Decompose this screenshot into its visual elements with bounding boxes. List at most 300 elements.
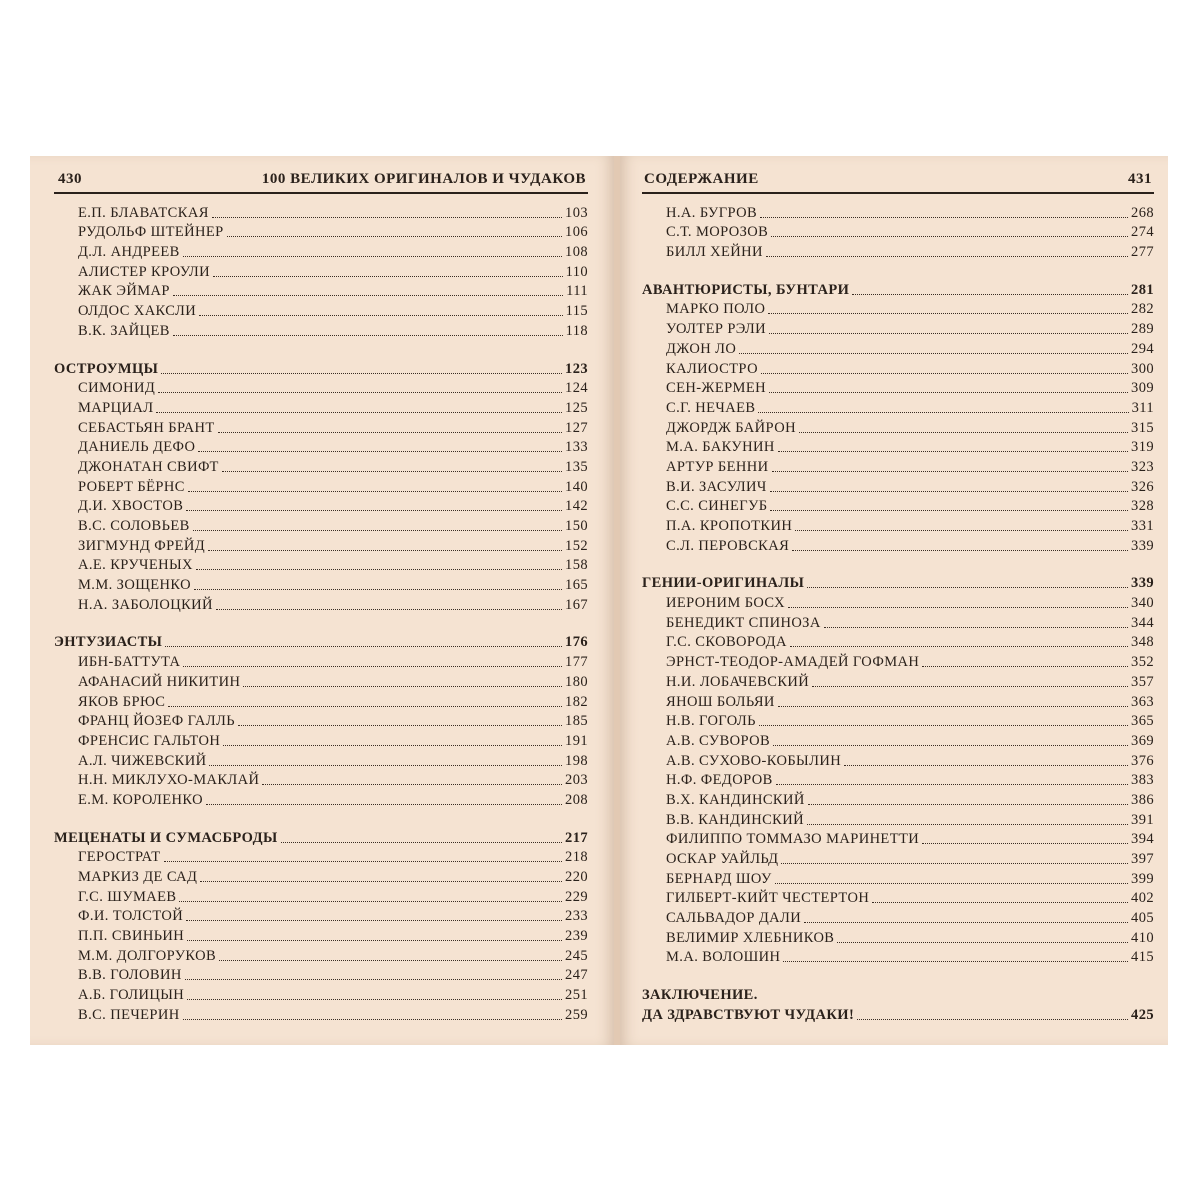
dot-leader — [198, 451, 562, 452]
toc-page-number: 259 — [565, 1006, 588, 1023]
toc-page-number: 198 — [565, 752, 588, 769]
toc-entry-title: М.А. БАКУНИН — [666, 439, 775, 456]
toc-page-number: 182 — [565, 693, 588, 710]
left-toc-list — [54, 202, 588, 1024]
dot-leader — [188, 491, 562, 492]
right-running-title: СОДЕРЖАНИЕ — [644, 171, 759, 187]
toc-page-number: 369 — [1131, 732, 1154, 749]
toc-entry-row — [642, 770, 1154, 790]
left-running-title: 100 ВЕЛИКИХ ОРИГИНАЛОВ И ЧУДАКОВ — [261, 171, 586, 187]
toc-entry-row — [54, 789, 588, 809]
dot-leader — [208, 550, 562, 551]
toc-entry-title: Г.С. СКОВОРОДА — [666, 634, 787, 651]
toc-entry-title: АРТУР БЕННИ — [666, 458, 769, 475]
toc-entry-row — [642, 378, 1154, 398]
toc-entry-title: ЯКОВ БРЮС — [78, 693, 166, 710]
toc-entry-row — [54, 515, 588, 535]
toc-page-number: 108 — [565, 244, 588, 261]
dot-leader — [200, 881, 562, 882]
toc-page-number: 203 — [565, 772, 588, 789]
toc-entry-title: В.В. ГОЛОВИН — [78, 967, 182, 984]
toc-page-number: 376 — [1131, 752, 1154, 769]
toc-entry-title: Н.Н. МИКЛУХО-МАКЛАЙ — [78, 772, 260, 789]
dot-leader — [187, 999, 562, 1000]
toc-entry-title: ИЕРОНИМ БОСХ — [666, 595, 785, 612]
toc-page-number: 110 — [565, 263, 588, 280]
toc-page-number: 165 — [565, 577, 588, 594]
toc-page-number: 339 — [1131, 575, 1154, 592]
toc-entry-title: БИЛЛ ХЕЙНИ — [666, 244, 763, 261]
toc-page-number: 344 — [1131, 614, 1154, 631]
dot-leader — [808, 804, 1128, 805]
dot-leader — [807, 587, 1128, 588]
toc-entry-row — [642, 671, 1154, 691]
toc-page-number: 363 — [1131, 693, 1154, 710]
toc-entry-row — [54, 730, 588, 750]
toc-page-number: 111 — [566, 283, 588, 300]
open-book — [30, 156, 1168, 1045]
toc-page-number: 311 — [1131, 399, 1154, 416]
toc-entry-title: В.И. ЗАСУЛИЧ — [666, 478, 767, 495]
toc-section-title: ОСТРОУМЦЫ — [54, 360, 159, 377]
toc-page-number: 323 — [1131, 458, 1154, 475]
toc-entry-title: РУДОЛЬФ ШТЕЙНЕР — [78, 224, 224, 241]
toc-page-number: 180 — [565, 673, 588, 690]
toc-section-title: АВАНТЮРИСТЫ, БУНТАРИ — [642, 281, 850, 298]
toc-entry-row — [642, 222, 1154, 242]
dot-leader — [193, 530, 562, 531]
toc-entry-row — [54, 750, 588, 770]
toc-entry-title: ФИЛИППО ТОММАЗО МАРИНЕТТИ — [666, 831, 920, 848]
toc-entry-row — [54, 496, 588, 516]
toc-entry-title: ОЛДОС ХАКСЛИ — [78, 303, 197, 320]
toc-page-number: 124 — [565, 380, 588, 397]
left-page — [30, 156, 614, 1045]
toc-page-number: 405 — [1131, 910, 1154, 927]
toc-entry-row — [642, 397, 1154, 417]
toc-page-number: 315 — [1131, 419, 1154, 436]
dot-leader — [213, 276, 563, 277]
toc-section-row — [642, 1004, 1154, 1024]
toc-entry-title: ВЕЛИМИР ХЛЕБНИКОВ — [666, 929, 835, 946]
dot-leader — [922, 843, 1128, 844]
toc-section-row — [54, 358, 588, 378]
toc-section-title: ДА ЗДРАВСТВУЮТ ЧУДАКИ! — [642, 1006, 855, 1023]
toc-entry-row — [642, 927, 1154, 947]
toc-page-number: 176 — [565, 634, 588, 651]
dot-leader — [262, 784, 562, 785]
toc-page-number: 339 — [1131, 537, 1154, 554]
dot-leader — [807, 824, 1128, 825]
toc-entry-title: ДАНИЕЛЬ ДЕФО — [78, 439, 196, 456]
dot-leader — [183, 256, 562, 257]
toc-entry-row — [54, 574, 588, 594]
toc-entry-row — [642, 711, 1154, 731]
toc-entry-row — [54, 847, 588, 867]
toc-page-number: 158 — [565, 557, 588, 574]
dot-leader — [781, 863, 1128, 864]
toc-entry-title: АФАНАСИЙ НИКИТИН — [78, 673, 241, 690]
toc-page-number: 191 — [565, 732, 588, 749]
toc-page-number: 309 — [1131, 380, 1154, 397]
dot-leader — [212, 217, 562, 218]
toc-entry-title: Е.П. БЛАВАТСКАЯ — [78, 204, 209, 221]
toc-entry-row — [642, 907, 1154, 927]
dot-leader — [185, 979, 562, 980]
toc-entry-title: Д.Л. АНДРЕЕВ — [78, 244, 180, 261]
toc-entry-title: МАРКИЗ ДЕ САД — [78, 869, 198, 885]
toc-entry-title: Н.А. ЗАБОЛОЦКИЙ — [78, 596, 213, 613]
dot-leader — [222, 471, 562, 472]
toc-page-number: 245 — [565, 947, 588, 964]
toc-entry-row — [642, 868, 1154, 888]
dot-leader — [173, 335, 563, 336]
toc-entry-row — [54, 945, 588, 965]
toc-entry-title: МАРЦИАЛ — [78, 399, 154, 416]
toc-entry-row — [642, 437, 1154, 457]
toc-section-title: МЕЦЕНАТЫ И СУМАСБРОДЫ — [54, 829, 278, 846]
dot-leader — [179, 901, 562, 902]
toc-entry-title: М.А. ВОЛОШИН — [666, 949, 781, 966]
dot-leader — [799, 432, 1128, 433]
toc-page-number: 125 — [565, 399, 588, 416]
toc-page-number: 106 — [565, 224, 588, 241]
dot-leader — [223, 745, 562, 746]
toc-entry-row — [54, 1004, 588, 1024]
toc-entry-row — [642, 358, 1154, 378]
toc-entry-title: СЕБАСТЬЯН БРАНТ — [78, 419, 215, 436]
toc-entry-title: ГИЛБЕРТ-КИЙТ ЧЕСТЕРТОН — [666, 890, 870, 907]
toc-entry-title: С.С. СИНЕГУБ — [666, 498, 768, 515]
toc-entry-row — [54, 925, 588, 945]
dot-leader — [186, 510, 562, 511]
dot-leader — [812, 686, 1128, 687]
toc-page-number: 127 — [565, 419, 588, 436]
dot-leader — [196, 569, 562, 570]
dot-leader — [773, 745, 1128, 746]
toc-entry-title: ФРАНЦ ЙОЗЕФ ГАЛЛЬ — [78, 713, 235, 730]
dot-leader — [206, 804, 562, 805]
toc-entry-row — [54, 770, 588, 790]
toc-page-number: 394 — [1131, 831, 1154, 848]
toc-page-number: 328 — [1131, 498, 1154, 515]
toc-page-number: 402 — [1131, 890, 1154, 907]
toc-entry-row — [54, 281, 588, 301]
section-gap — [54, 809, 588, 827]
toc-entry-row — [54, 555, 588, 575]
section-gap — [54, 614, 588, 632]
toc-page-number: 247 — [565, 967, 588, 984]
toc-entry-title: СИМОНИД — [78, 380, 156, 397]
toc-entry-title: С.Г. НЕЧАЕВ — [666, 399, 756, 416]
dot-leader — [165, 646, 562, 647]
dot-leader — [795, 530, 1128, 531]
dot-leader — [770, 491, 1128, 492]
dot-leader — [844, 765, 1128, 766]
toc-entry-title: Ф.И. ТОЛСТОЙ — [78, 908, 184, 925]
toc-entry-title: РОБЕРТ БЁРНС — [78, 478, 185, 495]
dot-leader — [739, 353, 1128, 354]
toc-page-number: 331 — [1131, 518, 1154, 534]
toc-page-number: 123 — [565, 360, 588, 377]
toc-page-number: 289 — [1131, 321, 1154, 338]
left-page-number: 430 — [58, 171, 82, 187]
toc-page-number: 167 — [565, 596, 588, 613]
toc-entry-title: БЕРНАРД ШОУ — [666, 870, 772, 887]
toc-page-number: 185 — [565, 713, 588, 730]
section-gap — [54, 340, 588, 358]
toc-entry-title: Н.А. БУГРОВ — [666, 204, 758, 221]
section-gap — [642, 261, 1154, 279]
dot-leader — [227, 236, 562, 237]
toc-page-number: 220 — [565, 869, 588, 885]
dot-leader — [872, 902, 1128, 903]
dot-leader — [238, 725, 562, 726]
toc-page-number: 177 — [565, 654, 588, 671]
toc-entry-title: В.С. СОЛОВЬЕВ — [78, 518, 190, 534]
toc-entry-row — [54, 906, 588, 926]
toc-page-number: 357 — [1131, 673, 1154, 690]
right-page-number: 431 — [1128, 171, 1152, 187]
toc-page-number: 152 — [565, 537, 588, 554]
toc-entry-row — [54, 594, 588, 614]
dot-leader — [772, 471, 1129, 472]
toc-entry-title: ЯНОШ БОЛЬЯИ — [666, 693, 775, 710]
toc-entry-title: УОЛТЕР РЭЛИ — [666, 321, 766, 338]
dot-leader — [771, 236, 1128, 237]
toc-page-number: 118 — [565, 322, 588, 339]
toc-entry-row — [54, 866, 588, 886]
toc-entry-title: А.В. СУВОРОВ — [666, 732, 771, 749]
toc-entry-title: А.Е. КРУЧЕНЫХ — [78, 557, 193, 574]
toc-entry-row — [642, 750, 1154, 770]
toc-section-row — [642, 279, 1154, 299]
toc-page-number: 277 — [1131, 244, 1154, 261]
toc-page-number: 352 — [1131, 654, 1154, 671]
dot-leader — [769, 392, 1128, 393]
toc-entry-row — [54, 241, 588, 261]
toc-entry-row — [642, 515, 1154, 535]
toc-entry-row — [54, 417, 588, 437]
toc-entry-row — [54, 437, 588, 457]
dot-leader — [766, 256, 1128, 257]
toc-entry-row — [54, 651, 588, 671]
dot-leader — [768, 313, 1128, 314]
toc-entry-row — [642, 888, 1154, 908]
toc-entry-title: М.М. ЗОЩЕНКО — [78, 577, 191, 594]
toc-entry-title: МАРКО ПОЛО — [666, 301, 766, 318]
toc-entry-title: КАЛИОСТРО — [666, 360, 758, 377]
dot-leader — [761, 373, 1128, 374]
toc-page-number: 135 — [565, 458, 588, 475]
dot-leader — [216, 609, 562, 610]
toc-page-number: 281 — [1131, 281, 1154, 298]
toc-entry-title: С.Л. ПЕРОВСКАЯ — [666, 537, 790, 554]
toc-page-number: 274 — [1131, 224, 1154, 241]
dot-leader — [922, 666, 1128, 667]
dot-leader — [183, 666, 562, 667]
toc-entry-title: ДЖОН ЛО — [666, 340, 737, 357]
toc-section-title: ГЕНИИ-ОРИГИНАЛЫ — [642, 575, 805, 592]
toc-page-number: 229 — [565, 888, 588, 905]
toc-entry-row — [54, 202, 588, 222]
toc-page-number: 251 — [565, 987, 588, 1004]
toc-entry-title: Г.С. ШУМАЕВ — [78, 888, 177, 905]
section-gap — [642, 966, 1154, 984]
toc-page-number: 415 — [1131, 949, 1154, 966]
dot-leader — [776, 784, 1128, 785]
dot-leader — [183, 1019, 562, 1020]
toc-entry-row — [642, 592, 1154, 612]
toc-entry-title: Н.В. ГОГОЛЬ — [666, 713, 756, 730]
left-page-header — [54, 170, 588, 194]
dot-leader — [156, 412, 562, 413]
dot-leader — [770, 510, 1128, 511]
toc-entry-title: ГЕРОСТРАТ — [78, 849, 161, 866]
toc-page-number: 133 — [565, 439, 588, 456]
toc-entry-row — [54, 711, 588, 731]
toc-page-number: 319 — [1131, 439, 1154, 456]
right-page-header — [642, 170, 1154, 194]
toc-entry-row — [54, 456, 588, 476]
toc-entry-row — [54, 300, 588, 320]
right-page — [620, 156, 1168, 1045]
dot-leader — [164, 861, 563, 862]
toc-page-number: 103 — [565, 204, 588, 221]
toc-entry-title: Н.И. ЛОБАЧЕВСКИЙ — [666, 673, 810, 690]
toc-entry-row — [642, 612, 1154, 632]
toc-entry-row — [54, 378, 588, 398]
toc-entry-row — [642, 809, 1154, 829]
toc-entry-title: Д.И. ХВОСТОВ — [78, 498, 184, 515]
toc-section-row — [54, 632, 588, 652]
toc-page-number: 140 — [565, 478, 588, 495]
toc-page-number: 233 — [565, 908, 588, 925]
toc-page-number: 386 — [1131, 791, 1154, 808]
toc-page-number: 217 — [565, 829, 588, 846]
toc-section-row — [54, 827, 588, 847]
toc-entry-title: П.П. СВИНЬИН — [78, 928, 185, 945]
dot-leader — [173, 295, 563, 296]
toc-entry-title: Е.М. КОРОЛЕНКО — [78, 791, 203, 808]
toc-page-number: 150 — [565, 518, 588, 534]
toc-entry-title: А.В. СУХОВО-КОБЫЛИН — [666, 752, 842, 769]
toc-page-number: 268 — [1131, 204, 1154, 221]
toc-page-number: 142 — [565, 498, 588, 515]
toc-entry-title: ДЖОРДЖ БАЙРОН — [666, 419, 796, 436]
dot-leader — [161, 373, 562, 374]
right-toc-list — [642, 202, 1154, 1024]
dot-leader — [837, 942, 1128, 943]
dot-leader — [775, 883, 1128, 884]
toc-entry-title: ОСКАР УАЙЛЬД — [666, 851, 779, 867]
dot-leader — [769, 333, 1128, 334]
toc-page-number: 383 — [1131, 772, 1154, 789]
toc-page-number: 425 — [1131, 1006, 1154, 1023]
toc-entry-title: АЛИСТЕР КРОУЛИ — [78, 263, 210, 280]
toc-entry-row — [642, 456, 1154, 476]
toc-page-number: 399 — [1131, 870, 1154, 887]
dot-leader — [199, 315, 562, 316]
toc-page-number: 300 — [1131, 360, 1154, 377]
dot-leader — [168, 706, 562, 707]
toc-entry-row — [642, 651, 1154, 671]
toc-entry-row — [642, 318, 1154, 338]
dot-leader — [243, 686, 562, 687]
toc-page-number: 239 — [565, 928, 588, 945]
toc-entry-title: ЗИГМУНД ФРЕЙД — [78, 537, 206, 554]
toc-page-number: 294 — [1131, 340, 1154, 357]
toc-entry-title: В.К. ЗАЙЦЕВ — [78, 322, 170, 339]
toc-entry-title: ЖАК ЭЙМАР — [78, 283, 170, 300]
dot-leader — [778, 451, 1128, 452]
dot-leader — [788, 607, 1128, 608]
dot-leader — [857, 1019, 1128, 1020]
dot-leader — [209, 765, 562, 766]
toc-page-number: 410 — [1131, 929, 1154, 946]
toc-entry-row — [642, 789, 1154, 809]
toc-entry-row — [54, 320, 588, 340]
toc-entry-row — [642, 496, 1154, 516]
toc-entry-row — [54, 965, 588, 985]
toc-entry-title: П.А. КРОПОТКИН — [666, 518, 793, 534]
toc-section-title: ЭНТУЗИАСТЫ — [54, 634, 163, 651]
dot-leader — [778, 706, 1128, 707]
toc-entry-title: ДЖОНАТАН СВИФТ — [78, 458, 219, 475]
dot-leader — [790, 646, 1128, 647]
toc-entry-row — [642, 535, 1154, 555]
toc-entry-title: САЛЬВАДОР ДАЛИ — [666, 910, 802, 927]
dot-leader — [852, 294, 1128, 295]
dot-leader — [783, 961, 1128, 962]
toc-entry-row — [642, 299, 1154, 319]
toc-entry-row — [642, 338, 1154, 358]
dot-leader — [760, 217, 1128, 218]
toc-entry-title: В.С. ПЕЧЕРИН — [78, 1006, 180, 1023]
toc-entry-row — [642, 829, 1154, 849]
toc-entry-title: Н.Ф. ФЕДОРОВ — [666, 772, 773, 789]
toc-entry-row — [54, 671, 588, 691]
toc-page-number: 391 — [1131, 811, 1154, 828]
toc-page-number: 115 — [565, 303, 588, 320]
dot-leader — [281, 842, 562, 843]
toc-entry-title: ЭРНСТ-ТЕОДОР-АМАДЕЙ ГОФМАН — [666, 654, 920, 671]
toc-entry-row — [642, 691, 1154, 711]
toc-entry-title: В.Х. КАНДИНСКИЙ — [666, 791, 805, 808]
toc-section-row — [642, 573, 1154, 593]
toc-entry-title: В.В. КАНДИНСКИЙ — [666, 811, 804, 828]
toc-entry-row — [642, 632, 1154, 652]
toc-entry-title: А.Л. ЧИЖЕВСКИЙ — [78, 752, 207, 769]
toc-entry-row — [54, 886, 588, 906]
toc-entry-row — [642, 202, 1154, 222]
toc-entry-row — [642, 417, 1154, 437]
toc-entry-title: А.Б. ГОЛИЦЫН — [78, 987, 185, 1004]
toc-page-number: 326 — [1131, 478, 1154, 495]
toc-entry-title: М.М. ДОЛГОРУКОВ — [78, 947, 217, 964]
toc-entry-row — [54, 535, 588, 555]
dot-leader — [792, 550, 1128, 551]
toc-entry-row — [642, 848, 1154, 868]
dot-leader — [194, 589, 562, 590]
toc-entry-row — [54, 397, 588, 417]
toc-entry-row — [642, 241, 1154, 261]
dot-leader — [158, 392, 562, 393]
toc-section-row — [642, 984, 1154, 1004]
toc-entry-row — [54, 476, 588, 496]
dot-leader — [219, 960, 562, 961]
toc-entry-title: СЕН-ЖЕРМЕН — [666, 380, 766, 397]
